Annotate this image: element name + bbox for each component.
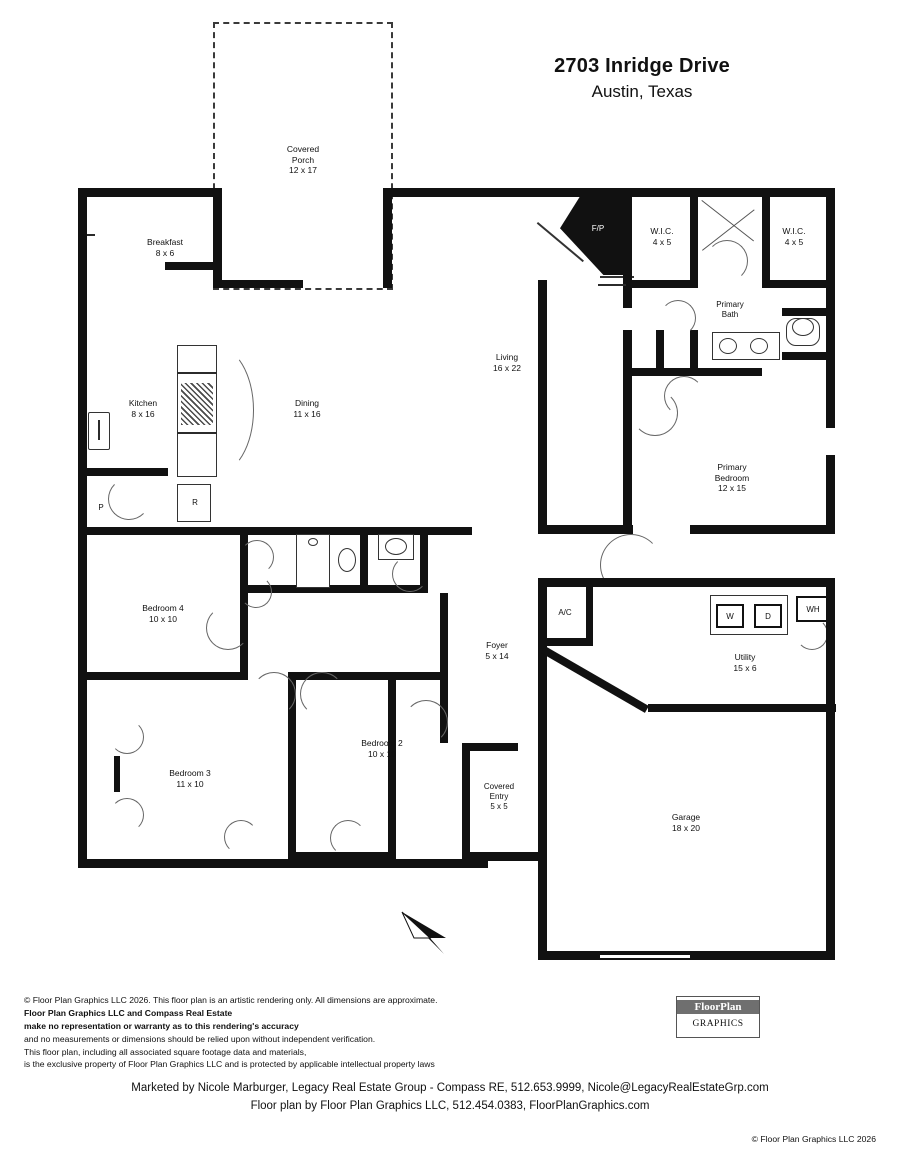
wall-bed4-bottom <box>87 672 248 680</box>
pantry-label: P <box>98 502 104 512</box>
room-living <box>470 352 544 373</box>
bed3-closet-arc-2 <box>110 798 144 832</box>
copyright-corner: © Floor Plan Graphics LLC 2026 <box>751 1134 876 1144</box>
wall-bath-right-top <box>782 308 835 316</box>
wall-right-exterior-mid <box>826 308 835 428</box>
wic-right-dim: 4 x 5 <box>784 236 804 247</box>
bed4-door-arc <box>206 606 250 650</box>
wall-hall-top <box>87 527 472 535</box>
hall-bath-sink <box>385 538 407 555</box>
living-opening-line <box>598 284 626 286</box>
legal-line-1: © Floor Plan Graphics LLC 2026. This floor plan is an artistic rendering only. All dimensions are approximate. <box>24 995 438 1005</box>
bedroom2-dim: 10 x 10 <box>368 748 396 759</box>
wic-left-dim: 4 x 5 <box>652 236 672 247</box>
primary-bath-label-2: Bath <box>721 310 739 319</box>
room-utility <box>712 652 778 673</box>
water-heater-label: WH <box>806 604 820 614</box>
wall-garage-left <box>538 668 547 960</box>
room-garage <box>648 812 724 833</box>
washer-label: W <box>726 611 734 621</box>
covered-porch-dim: 12 x 17 <box>289 165 317 176</box>
bedroom2-label: Bedroom 2 <box>361 738 403 748</box>
hall-bath-tub-drain <box>308 538 318 546</box>
wall-wic-bottom-left <box>632 280 698 288</box>
garage-dim: 18 x 20 <box>672 822 700 833</box>
entry-dim: 5 x 5 <box>490 802 508 811</box>
wall-left-exterior <box>78 188 87 468</box>
wall-ac-right <box>586 587 593 645</box>
room-breakfast <box>125 237 205 258</box>
wall-living-bottom <box>538 525 633 534</box>
bedroom3-label: Bedroom 3 <box>169 768 211 778</box>
kitchen-sink-faucet <box>98 420 100 440</box>
wall-entry-top <box>462 743 518 751</box>
wall-top-right <box>623 188 835 197</box>
legal-text <box>24 994 437 1071</box>
wall-bath-hall <box>656 330 664 376</box>
wall-bed3-closet <box>114 756 120 792</box>
entry-label-1: Covered <box>483 782 515 791</box>
room-foyer <box>462 640 532 661</box>
fireplace <box>560 197 630 275</box>
room-wic-left <box>634 226 690 247</box>
wall-bed2-right <box>388 680 396 860</box>
room-kitchen <box>108 398 178 419</box>
dining-dim: 11 x 16 <box>293 408 321 419</box>
wall-right-exterior-low <box>826 455 835 533</box>
wall-pantry-top <box>78 468 168 476</box>
garage-label: Garage <box>671 812 701 822</box>
hall-linen-door-arc <box>240 540 274 574</box>
utility-dim: 15 x 6 <box>733 662 757 673</box>
wall-entry-left <box>462 743 470 861</box>
primary-bedroom-label-2: Bedroom <box>714 472 750 483</box>
floorplan-graphics-logo <box>676 996 760 1038</box>
primary-bedroom-door-arc <box>632 390 678 436</box>
wall-top-left <box>78 188 218 197</box>
wall-bath-bottom <box>632 368 762 376</box>
kitchen-door-arc <box>176 345 254 475</box>
wall-garage-inner-top <box>648 704 836 712</box>
legal-line-5: This floor plan, including all associated square footage data and materials, <box>24 1046 307 1057</box>
north-arrow-icon <box>400 908 456 956</box>
marketing-line-2: Floor plan by Floor Plan Graphics LLC, 512.454.0383, FloorPlanGraphics.com <box>250 1099 650 1112</box>
room-primary-bedroom <box>692 462 772 494</box>
room-wic-right <box>766 226 822 247</box>
wall-left-exterior-2 <box>78 468 87 868</box>
bedroom4-dim: 10 x 10 <box>149 613 177 624</box>
foyer-label: Foyer <box>486 640 508 650</box>
wall-kitchen-window <box>78 404 87 406</box>
wall-utility-top <box>538 578 835 587</box>
wall-living-left-lower <box>538 280 547 534</box>
wall-entry-bottom <box>462 852 540 861</box>
bed2-closet-arc <box>330 820 366 856</box>
hall-bath-door-arc <box>392 556 428 592</box>
breakfast-label: Breakfast <box>147 237 183 247</box>
utility-door-arc <box>796 618 828 650</box>
ac-label: A/C <box>558 607 572 617</box>
foyer-dim: 5 x 14 <box>485 650 509 661</box>
room-bedroom-3 <box>145 768 235 789</box>
bed3-door-arc <box>252 672 296 716</box>
wall-breakfast-bottom <box>165 262 222 270</box>
wall-top-porch-bottom <box>213 280 303 288</box>
utility-label: Utility <box>734 652 756 662</box>
wic-right-door-arc <box>706 240 748 282</box>
room-primary-bath <box>692 300 768 320</box>
wic-door-x1 <box>701 200 754 242</box>
hall-bath-door-arc-2 <box>240 576 272 608</box>
wall-bath2-mid <box>360 527 368 589</box>
wall-living-right-2 <box>623 330 632 530</box>
pantry-door-arc <box>108 478 150 520</box>
bedroom3-dim: 11 x 10 <box>176 778 204 789</box>
refrigerator-label-box <box>186 492 204 512</box>
room-covered-entry <box>470 782 528 812</box>
marketing-footer <box>0 1080 900 1116</box>
legal-line-6: is the exclusive property of Floor Plan Graphics LLC and is protected by applicable intellectual property laws <box>24 1059 435 1070</box>
bath-door-arc <box>660 300 696 336</box>
wall-breakfast-window <box>87 234 95 236</box>
wall-top-porch-right <box>383 188 392 288</box>
bed3-closet-arc-3 <box>224 820 258 854</box>
primary-bedroom-dim: 12 x 15 <box>718 483 746 494</box>
dryer-box <box>754 604 782 628</box>
bed2-door-arc <box>300 672 344 716</box>
primary-bedroom-label-1: Primary <box>717 462 747 472</box>
wall-wic-bottom-right <box>762 280 835 288</box>
wall-bath-right-bottom <box>782 352 835 360</box>
room-bedroom-2 <box>337 738 427 759</box>
ac-box <box>548 598 582 626</box>
wall-ac-bottom <box>538 638 593 646</box>
garage-door-opening <box>600 955 690 958</box>
covered-porch-label-2: Porch <box>291 154 315 165</box>
title-block <box>554 55 730 102</box>
primary-sink-2 <box>750 338 768 354</box>
logo-line-2: GRAPHICS <box>692 1019 744 1029</box>
primary-sink-1 <box>719 338 737 354</box>
wall-bottom-left <box>78 859 488 868</box>
legal-line-2: Floor Plan Graphics LLC and Compass Real Estate <box>24 1007 233 1018</box>
wic-right-label: W.I.C. <box>782 226 806 236</box>
refrigerator-label: R <box>192 497 198 507</box>
marketing-line-1: Marketed by Nicole Marburger, Legacy Real Estate Group - Compass RE, 512.653.9999, Nicole@LegacyRealEstateGrp.com <box>131 1082 769 1094</box>
room-dining <box>270 398 344 419</box>
wall-wic-divider <box>690 197 698 287</box>
hall-bath-toilet <box>338 548 356 572</box>
page-subtitle: Austin, Texas <box>591 82 693 101</box>
fp-text: F/P <box>591 224 605 233</box>
covered-porch-label-1: Covered <box>286 144 320 154</box>
wall-living-right <box>623 188 632 308</box>
room-bedroom-4 <box>118 603 208 624</box>
living-dim: 16 x 22 <box>493 362 521 373</box>
logo-line-1: FloorPlan <box>677 1000 759 1014</box>
wic-left-label: W.I.C. <box>650 226 674 236</box>
entry-label-2: Entry <box>489 792 509 801</box>
primary-bath-label-1: Primary <box>716 300 744 309</box>
legal-line-3: make no representation or warranty as to this rendering's accuracy <box>24 1020 299 1031</box>
dryer-label: D <box>765 611 771 621</box>
bed3-closet-arc-1 <box>110 720 144 754</box>
wall-top-porch-left <box>213 188 222 288</box>
wall-garage-right <box>826 578 835 960</box>
wall-right-primary-bottom <box>690 525 835 534</box>
fireplace-label <box>578 224 618 234</box>
living-label: Living <box>495 352 519 362</box>
wall-top-mid <box>383 188 623 197</box>
dining-label: Dining <box>294 398 320 408</box>
wall-garage-left-angle <box>541 646 649 713</box>
page-title: 2703 Inridge Drive <box>554 55 730 77</box>
primary-toilet <box>792 318 814 336</box>
kitchen-dim: 8 x 16 <box>131 408 155 419</box>
washer-box <box>716 604 744 628</box>
wall-right-exterior-top <box>826 188 835 308</box>
legal-line-4: and no measurements or dimensions should be relied upon without independent verification. <box>24 1033 376 1044</box>
room-covered-porch <box>253 144 353 176</box>
bedroom4-label: Bedroom 4 <box>142 603 184 613</box>
kitchen-label: Kitchen <box>128 398 158 408</box>
breakfast-dim: 8 x 6 <box>155 247 175 258</box>
